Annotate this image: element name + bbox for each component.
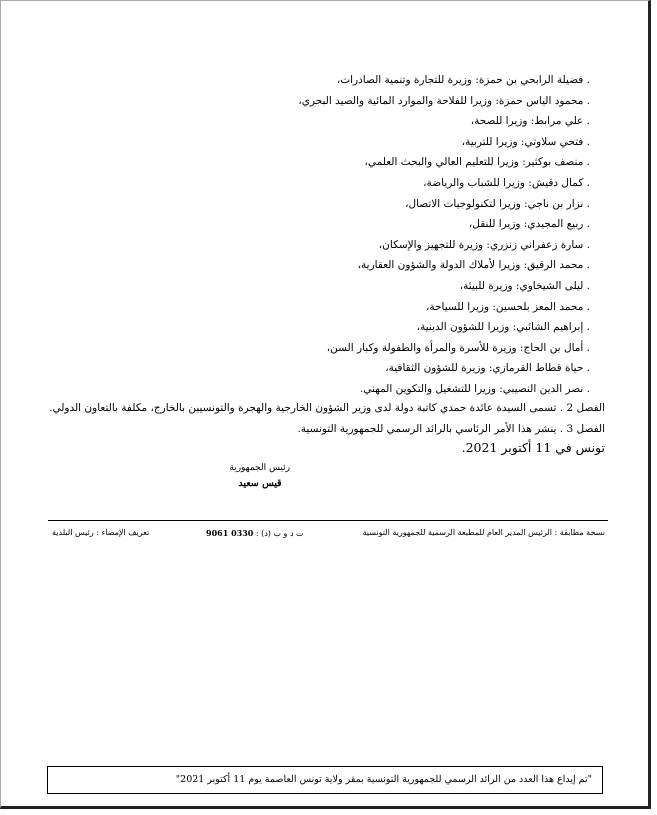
ministers-list [52, 70, 590, 400]
list-item: . نزار بن ناجي: وزيرا لتكنولوجيات الاتصال، [405, 197, 590, 210]
article-2: الفصل 2 . تسمى السيدة عائدة حمدي كاتبة دولة لدى وزير الشؤون الخارجية والهجرة والتونسيين بالخارج، مكلفة بالتعاون الدولي. [49, 402, 605, 414]
list-item: . محمد المعز بلحسين: وزيرا للسياحة، [426, 300, 590, 313]
list-item: . كمال دقيش: وزيرا للشباب والرياضة، [423, 176, 590, 189]
list-item: . إبراهيم الشائبي: وزيرا للشؤون الدينية، [416, 321, 590, 334]
list-item: . سارة زعفراني زنزري: وزيرة للتجهيز والإسكان، [378, 238, 590, 251]
signature-title: رئيس الجمهورية [229, 463, 290, 473]
footer-tax-number: 0330 9061 [206, 528, 254, 538]
signature-name: قيس سعيد [238, 478, 282, 489]
dateline: تونس في 11 أكتوبر 2021. [461, 440, 605, 455]
divider [48, 520, 608, 521]
footer-signature-note: تعريف الإمضاء : رئيس البلدية [52, 528, 150, 537]
list-item: . أمال بن الحاج: وزيرة للأسرة والمرأة والطفولة وكبار السن، [326, 341, 590, 354]
footer-copy-note: نسخة مطابقة : الرئيس المدير العام للمطبعة الرسمية للجمهورية التونسية [362, 528, 605, 537]
deposit-note-box: "تم إيداع هذا العدد من الرائد الرسمي للجمهورية التونسية بمقر ولاية تونس العاصمة يوم 11 أكتوبر 2021" [47, 766, 603, 794]
footer-tax-label: ت د و ب (د) : [255, 529, 304, 538]
list-item: . محمد الرقيق: وزيرا لأملاك الدولة والشؤون العقارية، [357, 259, 590, 272]
list-item: . علي مرابط: وزيرا للصحة، [470, 115, 590, 128]
list-item: . نصر الدين النصيبي: وزيرا للتشغيل والتكوين المهني. [359, 382, 590, 395]
list-item: . فضيلة الرابحي بن حمزة: وزيرة للتجارة وتنمية الصادرات، [336, 74, 590, 86]
list-item: . حياة قطاط القرمازي: وزيرة للشؤون الثقافية، [385, 362, 590, 375]
list-item: . محمود الياس حمزة: وزيرا للفلاحة والموارد المائية والصيد البحري، [298, 94, 590, 107]
list-item: . ليلى الشيخاوي: وزيرة للبيئة، [459, 279, 590, 292]
footer-tax-id [200, 528, 304, 538]
list-item: . فتحي سلاوتي: وزيرا للتربية، [461, 135, 590, 148]
article-3: الفصل 3 . ينشر هذا الأمر الرئاسي بالرائد الرسمي للجمهورية التونسية. [297, 423, 605, 435]
list-item: . منصف بوكثير: وزيرا للتعليم العالي والبحث العلمي، [364, 156, 590, 169]
list-item: . ربيع المجيدي: وزيرا للنقل، [468, 218, 590, 231]
